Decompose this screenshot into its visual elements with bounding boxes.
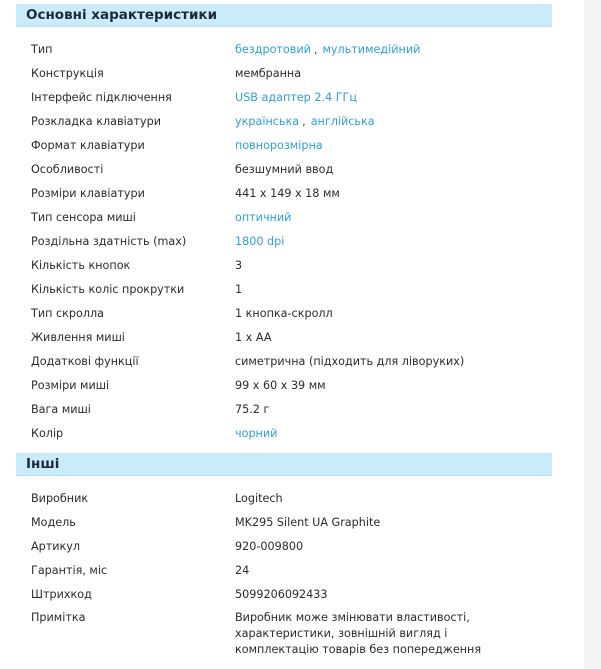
spec-value-link[interactable]: повнорозмірна: [235, 138, 323, 152]
spec-label: Формат клавіатури: [31, 138, 145, 152]
spec-value: MK295 Silent UA Graphite: [235, 515, 381, 529]
spec-value: [235, 331, 552, 344]
other-specs-section: [16, 453, 552, 658]
spec-label: Модель: [31, 515, 76, 529]
spec-row: [16, 133, 552, 157]
spec-row: [16, 37, 552, 61]
spec-value: [235, 115, 552, 128]
value-separator: ,: [302, 114, 306, 128]
spec-value: 5099206092433: [235, 587, 328, 601]
spec-value: [235, 355, 552, 368]
spec-row: [16, 486, 552, 510]
spec-label: Особливості: [31, 162, 104, 176]
section-title-main: Основні характеристики: [16, 4, 552, 27]
main-specs-list: [16, 27, 552, 445]
spec-row: [16, 582, 552, 606]
other-specs-list: [16, 476, 552, 658]
spec-value: [235, 283, 552, 296]
spec-row: [16, 181, 552, 205]
spec-value-text: 1 кнопка-скролл: [235, 306, 333, 320]
spec-value-text: безшумний ввод: [235, 162, 334, 176]
spec-label: Тип скролла: [31, 306, 104, 320]
spec-label: Виробник: [31, 491, 89, 505]
spec-value-link[interactable]: 1800 dpi: [235, 234, 285, 248]
spec-value-link[interactable]: бездротовий: [235, 42, 311, 56]
spec-row: [16, 510, 552, 534]
spec-value: Виробник може змінювати властивості, характеристики, зовнішній вигляд і комплектацію товарів без попередження: [235, 611, 482, 656]
spec-value-text: 3: [235, 258, 243, 272]
spec-row: [16, 253, 552, 277]
spec-value: [235, 67, 552, 80]
spec-label: Живлення миші: [31, 330, 125, 344]
spec-row: [16, 558, 552, 582]
spec-value: [235, 91, 552, 104]
spec-row: [16, 61, 552, 85]
spec-value: [235, 43, 552, 56]
spec-value-text: симетрична (підходить для ліворуких): [235, 354, 465, 368]
spec-value-link[interactable]: оптичний: [235, 210, 292, 224]
spec-value: [235, 235, 552, 248]
spec-value-link[interactable]: англійська: [310, 114, 375, 128]
spec-row: [16, 277, 552, 301]
main-specs-section: [16, 4, 552, 445]
value-separator: ,: [313, 42, 318, 56]
spec-value-text: 441 x 149 x 18 мм: [235, 186, 340, 200]
spec-value: [235, 187, 552, 200]
spec-row: [16, 205, 552, 229]
spec-value: [235, 307, 552, 320]
spec-label: Кількість кнопок: [31, 258, 131, 272]
spec-row: [16, 109, 552, 133]
spec-label: Розміри миші: [31, 378, 110, 392]
spec-value: 24: [235, 563, 250, 577]
spec-value-text: 99 x 60 x 39 мм: [235, 378, 326, 392]
spec-value-link[interactable]: мультимедійний: [322, 42, 421, 56]
spec-label: Штрихкод: [31, 587, 92, 601]
spec-value-text: 1: [235, 282, 243, 296]
spec-value-link[interactable]: чорний: [235, 426, 278, 440]
spec-label: Артикул: [31, 539, 81, 553]
spec-label: Тип сенсора миші: [31, 210, 136, 224]
spec-label: Розміри клавіатури: [31, 186, 145, 200]
spec-row: [16, 421, 552, 445]
spec-row: [16, 85, 552, 109]
spec-value: 920-009800: [235, 539, 304, 553]
spec-label: Тип: [31, 42, 53, 56]
spec-label: Інтерфейс підключення: [31, 90, 172, 104]
spec-label: Примітка: [31, 611, 86, 624]
spec-value: [235, 211, 552, 224]
spec-value-text: 75.2 г: [235, 402, 270, 416]
spec-value: Logitech: [235, 491, 283, 505]
spec-value-text: 1 x AA: [235, 330, 272, 344]
spec-label: Конструкція: [31, 66, 104, 80]
spec-row: [16, 349, 552, 373]
spec-value: [235, 139, 552, 152]
spec-value: [235, 259, 552, 272]
spec-label: Гарантія, міс: [31, 563, 108, 577]
spec-label: Колір: [31, 426, 64, 440]
spec-value: [235, 379, 552, 392]
spec-row: [16, 229, 552, 253]
spec-value-link[interactable]: USB адаптер 2.4 ГГц: [235, 90, 357, 104]
spec-row: [16, 397, 552, 421]
spec-value-text: мембранна: [235, 66, 302, 80]
spec-value: [235, 163, 552, 176]
spec-label: Кількість коліс прокрутки: [31, 282, 185, 296]
spec-value-link[interactable]: українська: [235, 114, 300, 128]
spec-row: [16, 534, 552, 558]
spec-row: [16, 301, 552, 325]
spec-value: [235, 403, 552, 416]
spec-row: [16, 325, 552, 349]
spec-row: [16, 373, 552, 397]
spec-label: Вага миші: [31, 402, 91, 416]
spec-label: Розкладка клавіатури: [31, 114, 162, 128]
side-panel: [584, 0, 601, 669]
spec-label: Роздільна здатність (max): [31, 234, 187, 248]
spec-row: [16, 157, 552, 181]
spec-row: [16, 606, 552, 658]
spec-label: Додаткові функції: [31, 354, 139, 368]
spec-value: [235, 427, 552, 440]
section-title-other: Інші: [16, 453, 552, 476]
